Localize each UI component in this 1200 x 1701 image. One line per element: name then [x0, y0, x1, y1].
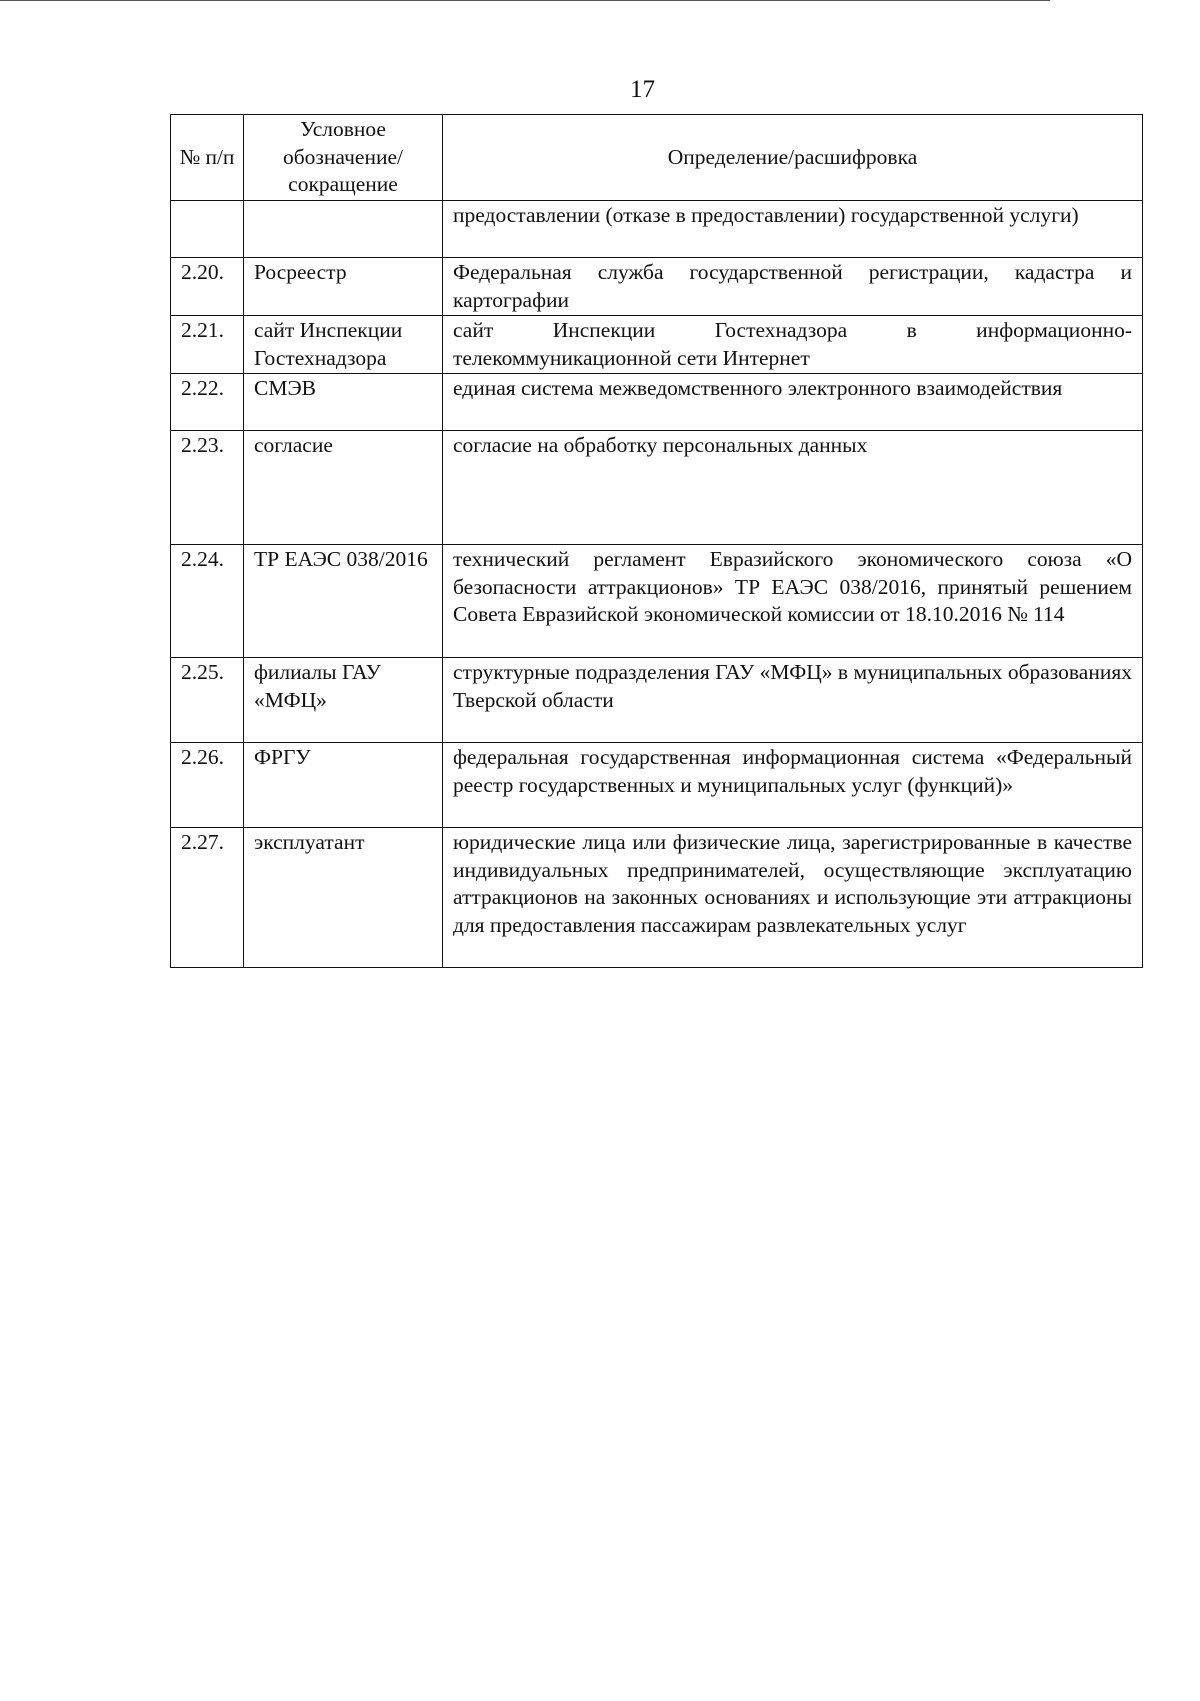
- row-num: 2.22.: [171, 374, 244, 431]
- row-num: 2.23.: [171, 431, 244, 545]
- row-definition: предоставлении (отказе в предоставлении) государственной услуги): [443, 201, 1143, 258]
- row-num: 2.20.: [171, 258, 244, 316]
- row-abbreviation: филиалы ГАУ «МФЦ»: [244, 658, 443, 743]
- table-row: [171, 431, 1143, 545]
- row-num: 2.24.: [171, 545, 244, 658]
- table-row: [171, 658, 1143, 743]
- row-abbreviation: ТР ЕАЭС 038/2016: [244, 545, 443, 658]
- header-definition: Определение/расшифровка: [443, 115, 1143, 201]
- header-num: № п/п: [171, 115, 244, 201]
- table-row: [171, 201, 1143, 258]
- table-row: [171, 374, 1143, 431]
- row-definition: федеральная государственная информационная система «Федеральный реестр государственных и муниципальных услуг (функций)»: [443, 743, 1143, 828]
- row-abbreviation: СМЭВ: [244, 374, 443, 431]
- table-row: [171, 828, 1143, 968]
- table-row: [171, 316, 1143, 374]
- table-row: [171, 258, 1143, 316]
- row-definition: структурные подразделения ГАУ «МФЦ» в муниципальных образованиях Тверской области: [443, 658, 1143, 743]
- row-definition: юридические лица или физические лица, зарегистрированные в качестве индивидуальных предпринимателей, осуществляющие эксплуатацию аттракционов на законных основаниях и использующие эти аттракционы для предоставления пассажирам развлекательных услуг: [443, 828, 1143, 968]
- row-definition: единая система межведомственного электронного взаимодействия: [443, 374, 1143, 431]
- abbreviations-table: [170, 114, 1143, 968]
- row-abbreviation: эксплуатант: [244, 828, 443, 968]
- page-top-rule: [0, 0, 1050, 1]
- table-row: [171, 743, 1143, 828]
- row-abbreviation: ФРГУ: [244, 743, 443, 828]
- row-num: 2.21.: [171, 316, 244, 374]
- row-abbreviation: Росреестр: [244, 258, 443, 316]
- row-abbreviation: сайт Инспекции Гостехнадзора: [244, 316, 443, 374]
- table-row: [171, 545, 1143, 658]
- row-num: [171, 201, 244, 258]
- row-abbreviation: [244, 201, 443, 258]
- row-definition: Федеральная служба государственной регистрации, кадастра и картографии: [443, 258, 1143, 316]
- row-num: 2.26.: [171, 743, 244, 828]
- table-header-row: [171, 115, 1143, 201]
- row-definition: сайт Инспекции Гостехнадзора в информационно-телекоммуникационной сети Интернет: [443, 316, 1143, 374]
- row-definition: технический регламент Евразийского экономического союза «О безопасности аттракционов» ТР ЕАЭС 038/2016, принятый решением Совета Евразийской экономической комиссии от 18.10.2016 № 114: [443, 545, 1143, 658]
- row-definition: согласие на обработку персональных данных: [443, 431, 1143, 545]
- row-num: 2.25.: [171, 658, 244, 743]
- header-abbreviation: Условное обозначение/ сокращение: [244, 115, 443, 201]
- page-number: 17: [630, 76, 655, 103]
- row-num: 2.27.: [171, 828, 244, 968]
- row-abbreviation: согласие: [244, 431, 443, 545]
